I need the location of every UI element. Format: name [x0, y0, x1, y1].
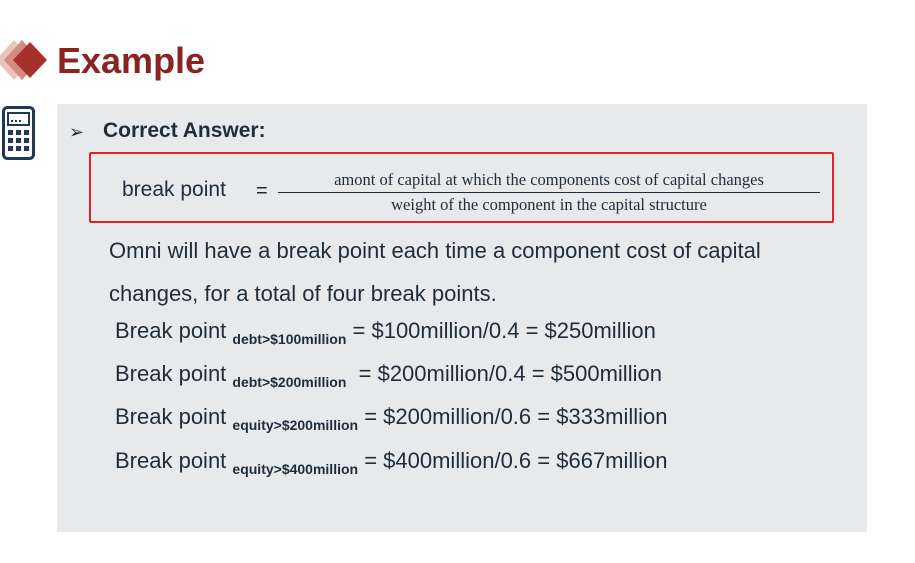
- break-point-expression: = $200million/0.6 = $333million: [358, 404, 668, 429]
- formula-denominator: weight of the component in the capital structure: [391, 195, 707, 214]
- arrow-bullet-icon: ➢: [69, 122, 85, 142]
- break-point-label: Break point: [115, 361, 227, 386]
- formula-label: break point: [122, 178, 226, 201]
- page-title: Example: [57, 40, 206, 81]
- break-point-subscript: debt>$200million: [232, 374, 347, 390]
- formula-equals: =: [256, 180, 268, 202]
- formula-fraction: [276, 168, 822, 217]
- formula-numerator: amont of capital at which the components cost of capital changes: [334, 170, 764, 189]
- break-point-line: [115, 318, 656, 347]
- break-point-subscript: equity>$200million: [232, 417, 359, 433]
- break-point-expression: = $100million/0.4 = $250million: [346, 318, 656, 343]
- break-point-line: [115, 361, 662, 390]
- explanation-paragraph: Omni will have a break point each time a component cost of capital changes, for a total of four break points.: [109, 238, 761, 306]
- section-heading: Correct Answer:: [103, 119, 266, 142]
- break-point-expression: = $200million/0.4 = $500million: [346, 361, 662, 386]
- break-point-expression: = $400million/0.6 = $667million: [358, 448, 668, 473]
- calculator-icon: [2, 106, 35, 160]
- break-point-label: Break point: [115, 318, 227, 343]
- break-point-subscript: debt>$100million: [232, 331, 347, 347]
- break-point-line: [115, 404, 668, 433]
- diamond-logo-icon: [0, 38, 52, 82]
- break-point-label: Break point: [115, 404, 227, 429]
- break-point-subscript: equity>$400million: [232, 461, 359, 477]
- break-point-line: [115, 448, 668, 477]
- break-point-label: Break point: [115, 448, 227, 473]
